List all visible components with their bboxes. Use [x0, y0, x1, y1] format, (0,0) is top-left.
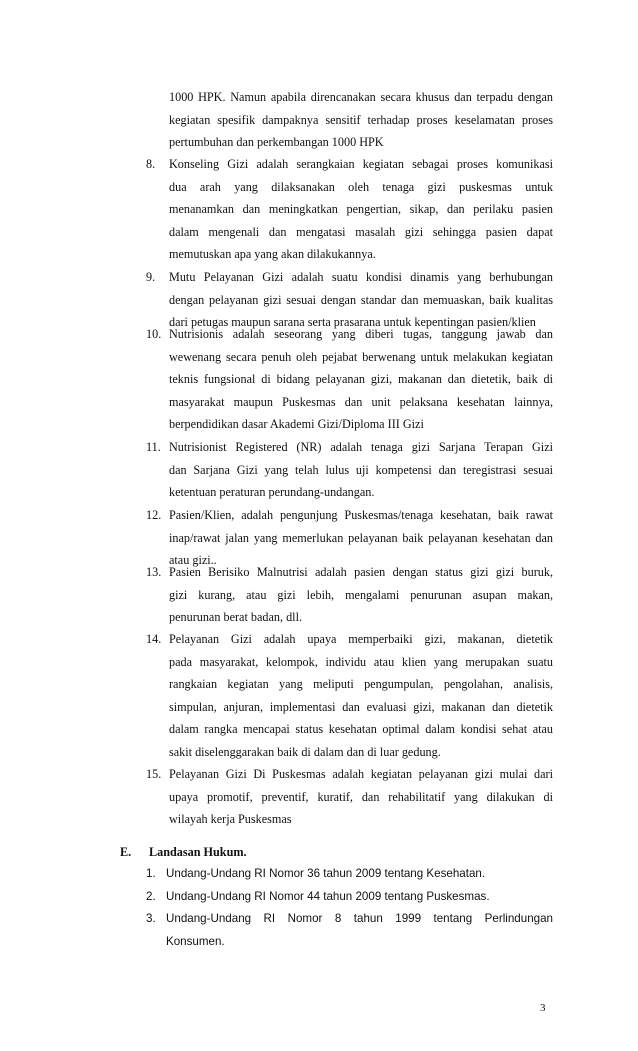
list-item-number: 8.: [146, 157, 156, 171]
list-item-number: 11.: [146, 440, 161, 454]
list-item-line: wewenang secara penuh oleh pejabat berwenang untuk melakukan kegiatan: [169, 349, 553, 364]
list-item-line: simpulan, anjuran, implementasi dan evaluasi gizi, makanan dan dietetik: [169, 699, 553, 714]
list-item-line: rangkaian kegiatan yang meliputi pengumpulan, pengolahan, analisis,: [169, 677, 553, 692]
law-item: [146, 863, 553, 886]
list-item-number: 14.: [146, 632, 162, 646]
list-item-text: [169, 561, 553, 629]
list-item-line: ketentuan peraturan perundang-undangan.: [169, 485, 375, 500]
list-item-number: 15.: [146, 767, 162, 781]
list-item-line: dalam rangka mencapai status kesehatan optimal dalam kondisi sehat atau: [169, 722, 553, 737]
list-item-line: gizi kurang, atau gizi lebih, mengalami penurunan asupan makan,: [169, 587, 553, 602]
list-item-line: Konseling Gizi adalah serangkaian kegiatan sebagai proses komunikasi: [169, 157, 553, 171]
list-item-line: memutuskan apa yang akan dilakukannya.: [169, 247, 376, 262]
list-item-text: [169, 323, 553, 436]
list-item-number: 12.: [146, 508, 162, 522]
page-number: 3: [540, 1002, 546, 1014]
law-item: [146, 886, 553, 909]
list-item-line: Pasien Berisiko Malnutrisi adalah pasien dengan status gizi gizi buruk,: [169, 565, 553, 579]
list-item-line: dengan pelayanan gizi sesuai dengan standar dan memuaskan, baik kualitas: [169, 292, 553, 307]
paragraph-line: pertumbuhan dan perkembangan 1000 HPK: [169, 135, 384, 150]
law-item-line: Undang-Undang RI Nomor 44 tahun 2009 tentang Puskesmas.: [166, 889, 490, 903]
list-item-line: Nutrisionis adalah seseorang yang diberi tugas, tanggung jawab dan: [169, 327, 553, 341]
list-item: [146, 763, 553, 831]
list-item-text: [169, 628, 553, 764]
list-item-line: upaya promotif, preventif, kuratif, dan rehabilitatif yang dilakukan di: [169, 789, 553, 804]
list-item: [146, 323, 553, 436]
list-item: [146, 153, 553, 266]
law-item-line: Undang-Undang RI Nomor 36 tahun 2009 tentang Kesehatan.: [166, 867, 486, 880]
law-item-text: [166, 863, 553, 886]
list-item-line: penurunan berat badan, dll.: [169, 610, 302, 625]
section-letter: E.: [120, 845, 132, 859]
list-item-line: pada masyarakat, kelompok, individu atau klien yang merupakan suatu: [169, 654, 553, 669]
law-item-text: [166, 908, 553, 953]
list-item-line: berpendidikan dasar Akademi Gizi/Diploma III Gizi: [169, 417, 424, 432]
law-item: [146, 908, 553, 953]
section-title: Landasan Hukum.: [149, 845, 247, 859]
list-item-line: dalam mengenali dan mengatasi masalah gizi sehingga pasien dapat: [169, 224, 553, 239]
list-item-number: 13.: [146, 565, 162, 579]
list-item-line: masyarakat maupun Puskesmas dan unit pelaksana kesehatan lainnya,: [169, 394, 553, 409]
list-item-line: Pelayanan Gizi Di Puskesmas adalah kegiatan pelayanan gizi mulai dari: [169, 767, 553, 781]
law-item-text: [166, 886, 553, 909]
list-item-line: Mutu Pelayanan Gizi adalah suatu kondisi dinamis yang berhubungan: [169, 270, 553, 284]
list-item-text: [169, 153, 553, 266]
paragraph-line: 1000 HPK. Namun apabila direncanakan secara khusus dan terpadu dengan: [169, 90, 553, 104]
list-item-line: dan Sarjana Gizi yang telah lulus uji kompetensi dan teregistrasi sesuai: [169, 462, 553, 477]
paragraph-line: kegiatan spesifik dampaknya sensitif terhadap proses keselamatan proses: [169, 112, 553, 127]
list-item-line: menanamkan dan meningkatkan pengertian, sikap, dan perilaku pasien: [169, 202, 553, 217]
law-item-number: 2.: [146, 889, 156, 903]
law-item-number: 1.: [146, 867, 156, 880]
continuation-paragraph: [169, 86, 553, 154]
list-item-line: dari petugas maupun sarana serta prasarana untuk kepentingan pasien/klien: [169, 315, 536, 330]
list-item-line: Pasien/Klien, adalah pengunjung Puskesmas/tenaga kesehatan, baik rawat: [169, 508, 553, 522]
list-item-line: Pelayanan Gizi adalah upaya memperbaiki gizi, makanan, dietetik: [169, 632, 553, 646]
list-item-line: dua arah yang dilaksanakan oleh tenaga gizi puskesmas untuk: [169, 179, 553, 194]
list-item-line: teknis fungsional di bidang pelayanan gizi, makanan dan dietetik, baik di: [169, 372, 553, 387]
list-item-line: sakit diselenggarakan baik di dalam dan di luar gedung.: [169, 744, 441, 759]
list-item-line: wilayah kerja Puskesmas: [169, 812, 292, 827]
list-item: [146, 628, 553, 764]
list-item: [146, 561, 553, 629]
list-item: [146, 436, 553, 504]
list-item-line: Nutrisionist Registered (NR) adalah tenaga gizi Sarjana Terapan Gizi: [169, 440, 553, 454]
law-item-line: Undang-Undang RI Nomor 8 tahun 1999 tentang Perlindungan: [166, 912, 553, 926]
list-item-number: 9.: [146, 270, 156, 284]
law-item-line: Konsumen.: [166, 934, 225, 948]
list-item-line: inap/rawat jalan yang memerlukan pelayanan baik pelayanan kesehatan dan: [169, 530, 553, 545]
list-item-line: atau gizi..: [169, 553, 217, 568]
law-item-number: 3.: [146, 912, 156, 926]
list-item-text: [169, 763, 553, 831]
legal-basis-list: [146, 863, 553, 953]
list-item-number: 10.: [146, 327, 162, 341]
list-item-text: [169, 436, 553, 504]
